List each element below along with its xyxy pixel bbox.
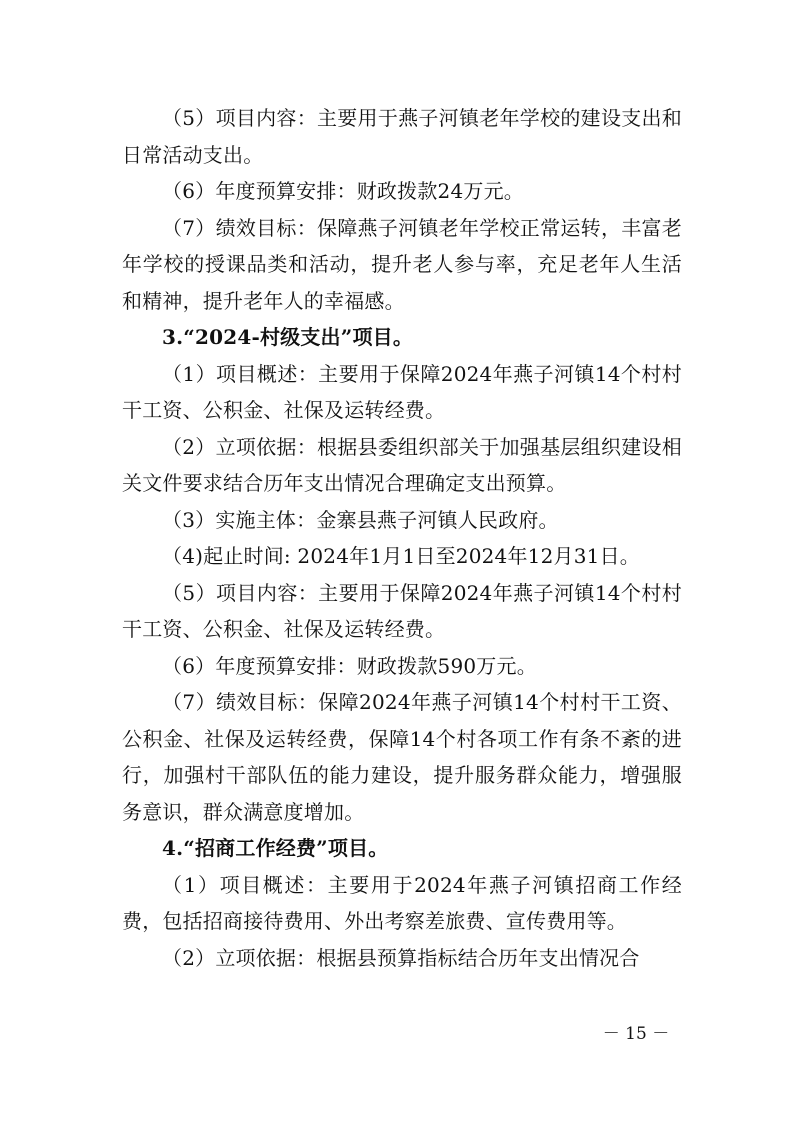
paragraph-item4-period: （4)起止时间: 2024年1月1日至2024年12月31日。 — [162, 544, 640, 568]
paragraph-item6-budget: （6）年度预算安排：财政拨款590万元。 — [162, 653, 537, 678]
paragraph-item6-budget: （6）年度预算安排：财政拨款24万元。 — [162, 179, 524, 203]
body-text — [122, 100, 682, 976]
paragraph-item1-overview: （1）项目概述：主要用于2024年燕子河镇招商工作经费，包括招商接待费用、外出考察差旅费、宣传费用等。 — [122, 872, 682, 933]
paragraph-item5-content: （5）项目内容：主要用于保障2024年燕子河镇14个村村干工资、公积金、社保及运转经费。 — [122, 580, 682, 641]
paragraph-item3-entity: （3）实施主体：金寨县燕子河镇人民政府。 — [162, 507, 559, 532]
section-heading-3: 3.“2024-村级支出”项目。 — [162, 325, 414, 349]
paragraph-item1-overview: （1）项目概述：主要用于保障2024年燕子河镇14个村村干工资、公积金、社保及运转经费。 — [122, 361, 682, 422]
paragraph-item2-basis: （2）立项依据：根据县委组织部关于加强基层组织建设相关文件要求结合历年支出情况合理确定支出预算。 — [122, 434, 682, 495]
paragraph-item7-goal: （7）绩效目标：保障2024年燕子河镇14个村村干工资、公积金、社保及运转经费，保障14个村各项工作有条不紊的进行，加强村干部队伍的能力建设，提升服务群众能力，增强服务意识，群众满意度增加。 — [122, 690, 682, 824]
paragraph-item7-goal: （7）绩效目标：保障燕子河镇老年学校正常运转，丰富老年学校的授课品类和活动，提升老人参与率，充足老年人生活和精神，提升老年人的幸福感。 — [122, 215, 682, 313]
paragraph-item5-content: （5）项目内容：主要用于燕子河镇老年学校的建设支出和日常活动支出。 — [122, 106, 682, 167]
section-heading-4: 4.“招商工作经费”项目。 — [162, 836, 389, 860]
paragraph-item2-basis: （2）立项依据：根据县预算指标结合历年支出情况合 — [162, 945, 640, 970]
page-number: － 15 － — [602, 1024, 670, 1044]
